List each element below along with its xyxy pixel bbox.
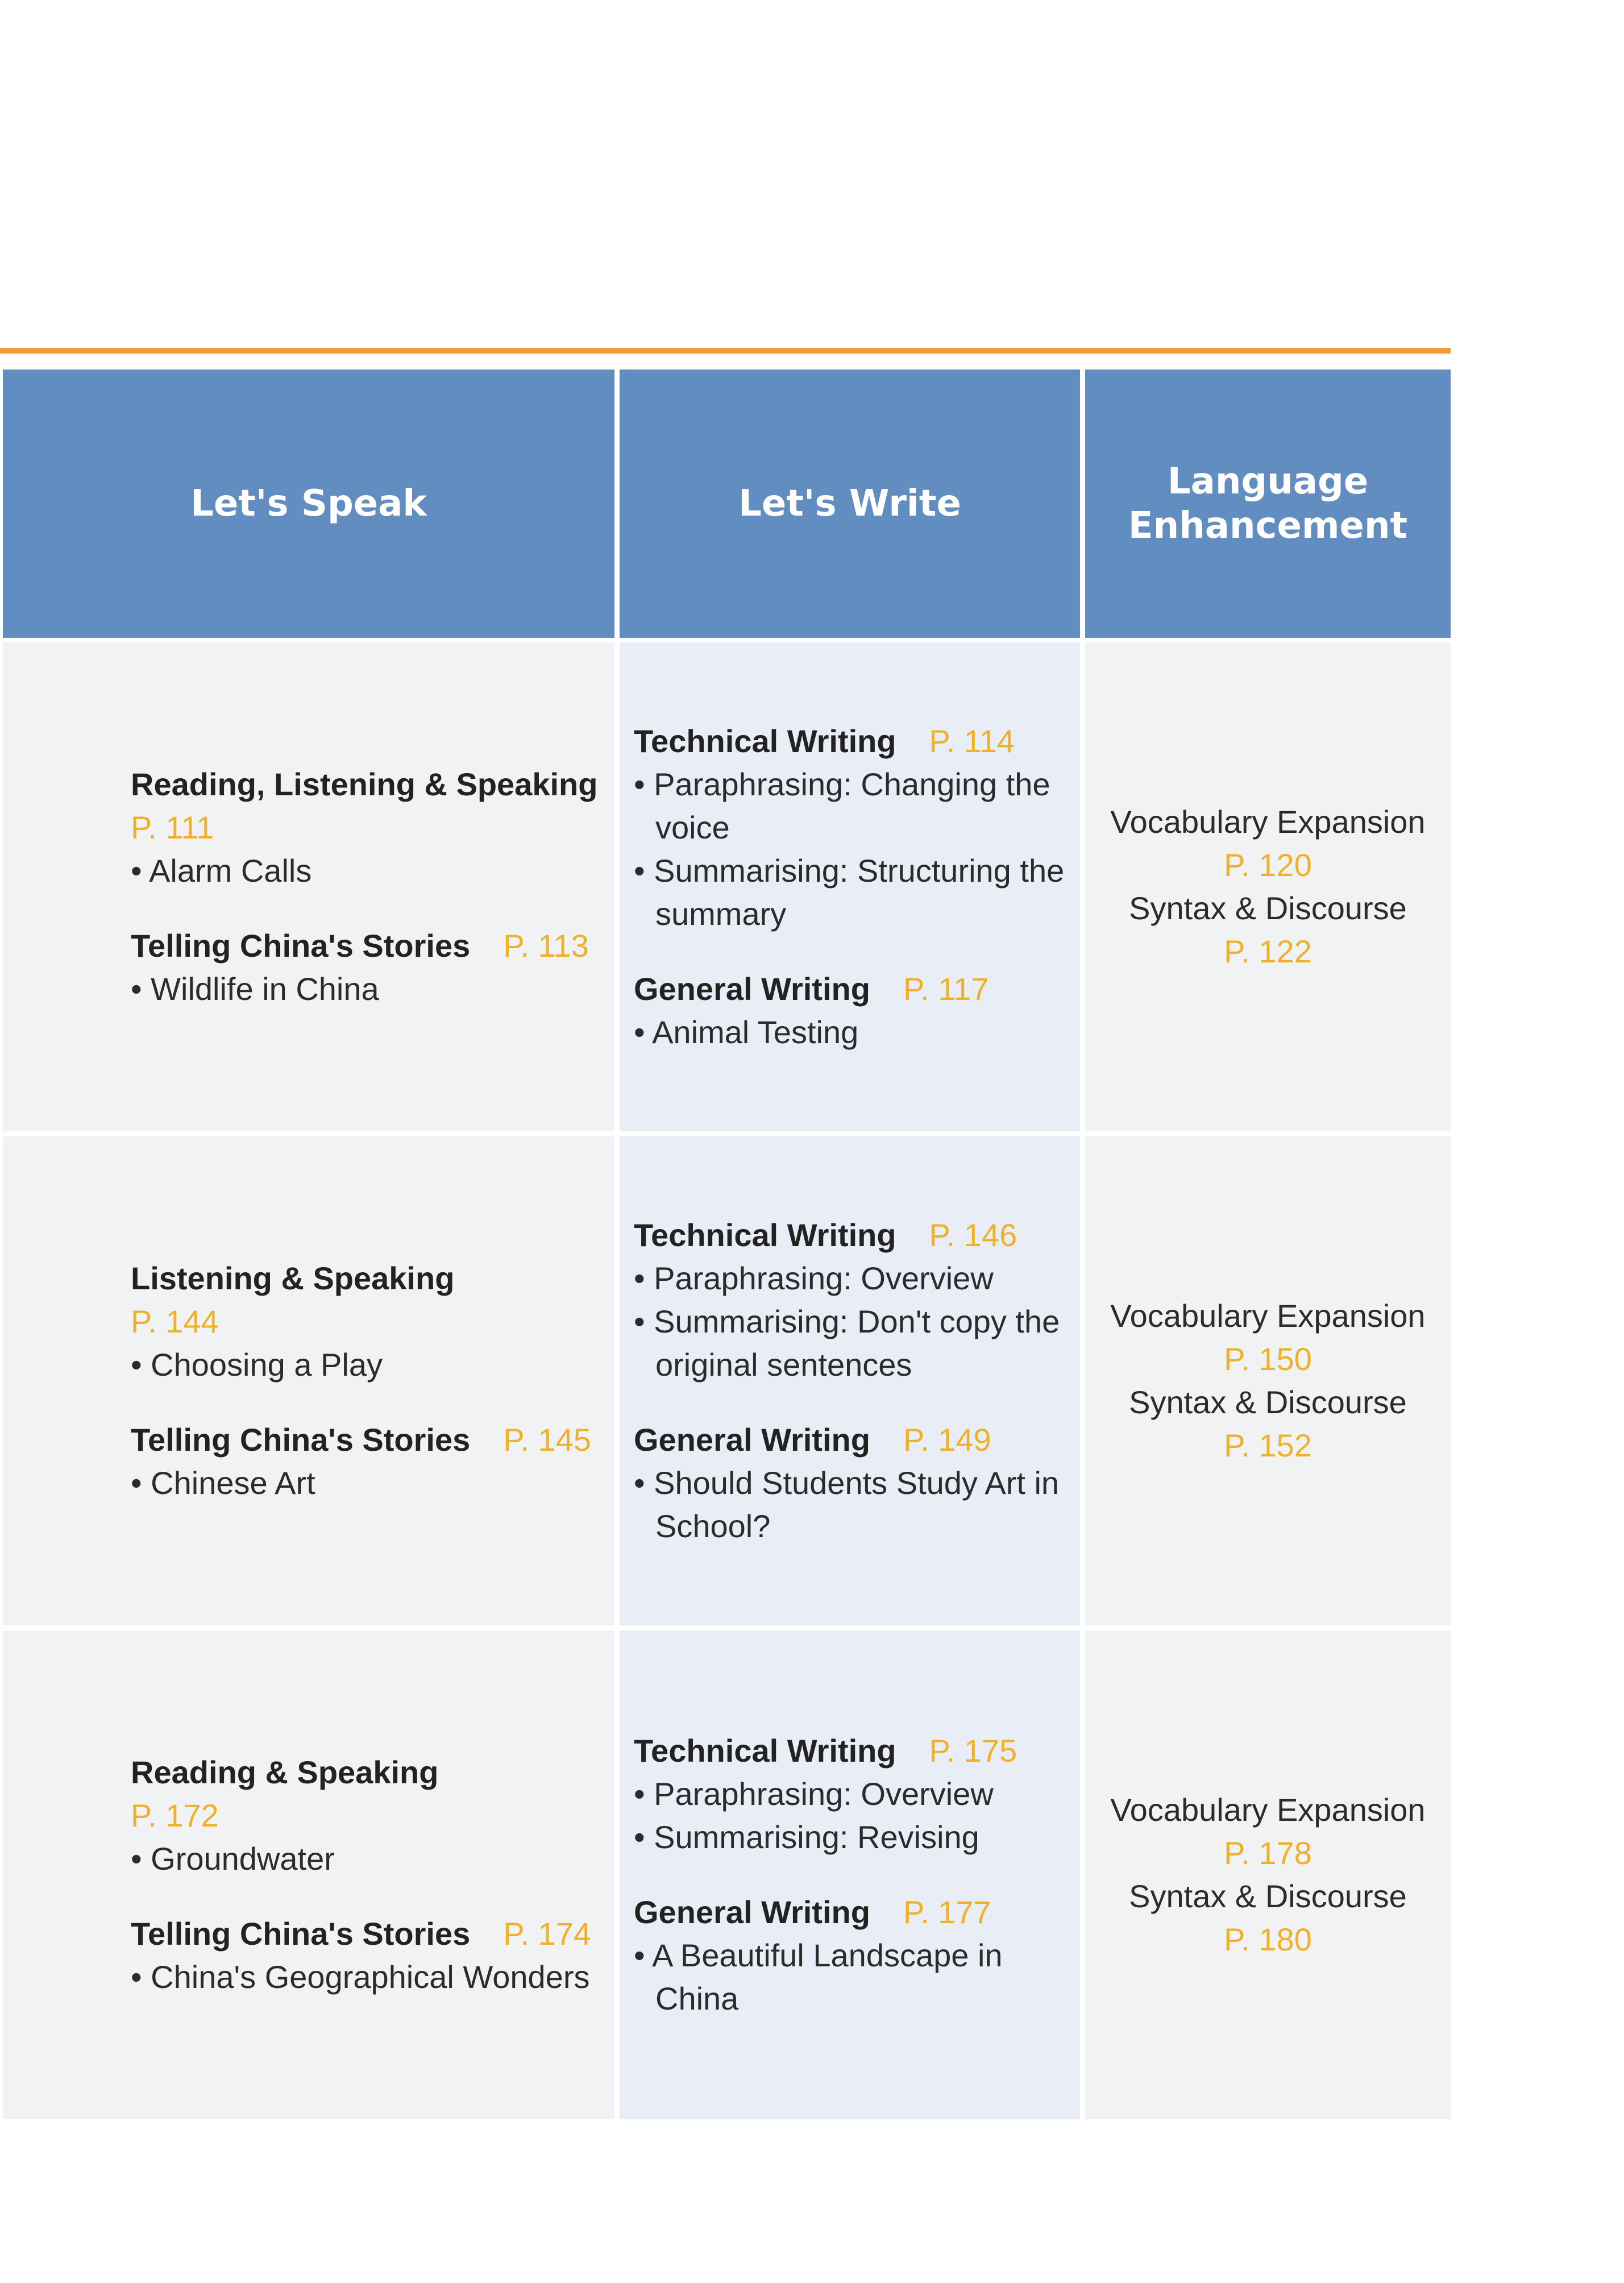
speak-section-title-line (131, 924, 614, 968)
general-writing-page: P. 117 (903, 971, 989, 1007)
vocabulary-expansion-label: Vocabulary Expansion (1110, 1792, 1426, 1828)
header-language-enhancement-text (1128, 459, 1407, 548)
general-writing-title: General Writing (634, 971, 870, 1007)
general-writing-title-line (634, 968, 1080, 1011)
speak-section-page: P. 113 (503, 928, 589, 964)
vocabulary-expansion-page: P. 150 (1224, 1341, 1312, 1377)
speak-section-title-line (131, 1751, 614, 1794)
speak-cell-content (3, 1751, 614, 1999)
speak-section-title: Telling China's Stories (131, 1422, 471, 1458)
technical-writing-title-line (634, 720, 1080, 763)
write-bullet: • A Beautiful Landscape in China (634, 1937, 1003, 2016)
technical-writing-page: P. 175 (929, 1733, 1017, 1769)
speak-bullet: • Choosing a Play (131, 1347, 383, 1383)
technical-writing-title: Technical Writing (634, 1217, 896, 1253)
technical-writing-page: P. 146 (929, 1217, 1017, 1253)
syntax-discourse-label: Syntax & Discourse (1129, 890, 1407, 926)
write-bullet: • Summarising: Revising (634, 1819, 979, 1855)
write-bullet: • Animal Testing (634, 1014, 859, 1050)
write-bullet: • Summarising: Don't copy the original sentences (634, 1304, 1060, 1383)
technical-writing-page: P. 114 (929, 723, 1015, 759)
technical-writing-title: Technical Writing (634, 1733, 896, 1769)
syntax-discourse-page: P. 180 (1224, 1921, 1312, 1957)
speak-section-title: Reading & Speaking (131, 1754, 439, 1790)
vocabulary-expansion-label: Vocabulary Expansion (1110, 804, 1426, 840)
header-language-enhancement (1085, 370, 1451, 638)
language-cell-content (1085, 1294, 1451, 1467)
speak-section-title: Listening & Speaking (131, 1260, 455, 1296)
write-cell (620, 642, 1080, 1131)
technical-writing-section (634, 720, 1080, 936)
syntax-discourse-page: P. 152 (1224, 1427, 1312, 1463)
write-bullet: • Paraphrasing: Overview (634, 1260, 994, 1296)
write-bullet: • Should Students Study Art in School? (634, 1465, 1060, 1544)
syntax-discourse-label: Syntax & Discourse (1129, 1384, 1407, 1420)
speak-cell (3, 642, 614, 1131)
speak-section-title-line (131, 1418, 614, 1462)
technical-writing-title-line (634, 1214, 1080, 1257)
language-cell-content (1085, 800, 1451, 973)
header-enhancement-label: Enhancement (1128, 505, 1408, 547)
speak-section-1 (131, 1751, 614, 1881)
speak-section-page: P. 111 (131, 810, 214, 845)
speak-section-title-line (131, 1257, 614, 1300)
speak-bullet: • Groundwater (131, 1841, 335, 1877)
vocabulary-expansion-label: Vocabulary Expansion (1110, 1298, 1426, 1334)
general-writing-section (634, 1891, 1080, 2020)
syntax-discourse-page: P. 122 (1224, 933, 1312, 969)
language-cell (1085, 1630, 1451, 2119)
technical-writing-section (634, 1729, 1080, 1859)
speak-cell-content (3, 763, 614, 1011)
speak-section-title: Reading, Listening & Speaking (131, 766, 598, 802)
technical-writing-section (634, 1214, 1080, 1387)
speak-section-2 (131, 1912, 614, 1999)
technical-writing-title: Technical Writing (634, 723, 896, 759)
general-writing-section (634, 968, 1080, 1054)
language-cell (1085, 1136, 1451, 1625)
speak-section-2 (131, 924, 614, 1011)
vocabulary-expansion-page: P. 120 (1224, 847, 1312, 883)
general-writing-title-line (634, 1418, 1080, 1462)
syntax-discourse-label: Syntax & Discourse (1129, 1878, 1407, 1914)
speak-section-title-line (131, 763, 614, 806)
vocabulary-expansion-page: P. 178 (1224, 1835, 1312, 1871)
speak-section-page: P. 145 (503, 1422, 591, 1458)
header-language-label: Language (1167, 460, 1369, 503)
language-cell-content (1085, 1788, 1451, 1961)
language-cell (1085, 642, 1451, 1131)
write-bullet: • Paraphrasing: Overview (634, 1776, 994, 1812)
general-writing-page: P. 177 (903, 1894, 991, 1930)
speak-section-title: Telling China's Stories (131, 1916, 471, 1952)
speak-section-page: P. 172 (131, 1798, 219, 1833)
general-writing-title: General Writing (634, 1894, 870, 1930)
general-writing-section (634, 1418, 1080, 1548)
speak-section-title: Telling China's Stories (131, 928, 471, 964)
header-lets-write (620, 370, 1080, 638)
header-lets-speak (3, 370, 614, 638)
orange-divider-rule (0, 348, 1451, 354)
write-cell-content (620, 1729, 1080, 2020)
general-writing-page: P. 149 (903, 1422, 991, 1458)
speak-section-2 (131, 1418, 614, 1505)
write-bullet: • Summarising: Structuring the summary (634, 853, 1065, 932)
speak-cell (3, 1136, 614, 1625)
speak-bullet: • Chinese Art (131, 1465, 315, 1501)
speak-section-1 (131, 763, 614, 893)
header-lets-write-label: Let's Write (738, 483, 961, 525)
speak-cell-content (3, 1257, 614, 1505)
general-writing-title: General Writing (634, 1422, 870, 1458)
speak-section-page: P. 174 (503, 1916, 591, 1952)
speak-section-page: P. 144 (131, 1304, 219, 1339)
speak-bullet: • Wildlife in China (131, 971, 379, 1007)
write-cell-content (620, 1214, 1080, 1548)
speak-bullet: • Alarm Calls (131, 853, 312, 889)
write-cell (620, 1136, 1080, 1625)
speak-cell (3, 1630, 614, 2119)
speak-section-title-line (131, 1912, 614, 1956)
technical-writing-title-line (634, 1729, 1080, 1773)
write-cell-content (620, 720, 1080, 1054)
speak-bullet: • China's Geographical Wonders (131, 1959, 590, 1995)
write-bullet: • Paraphrasing: Changing the voice (634, 766, 1050, 845)
write-cell (620, 1630, 1080, 2119)
general-writing-title-line (634, 1891, 1080, 1934)
speak-section-1 (131, 1257, 614, 1387)
header-lets-speak-label: Let's Speak (190, 483, 427, 525)
